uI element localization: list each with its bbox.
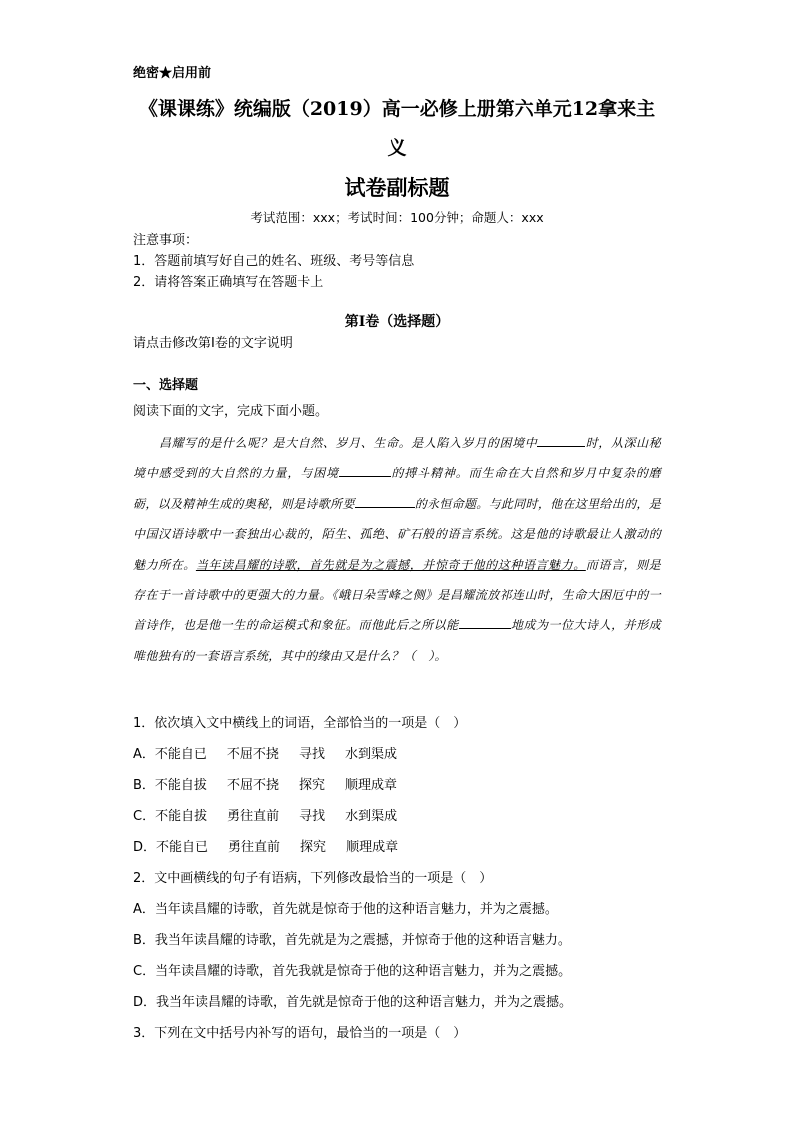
exam-title-line1: 《课课练》统编版（2019）高一必修上册第六单元12拿来主	[138, 98, 656, 120]
option-word: 探究	[298, 778, 325, 793]
question-stem: 3．下列在文中括号内补写的语句，最恰当的一项是（ ）	[133, 1026, 467, 1041]
option-word: 探究	[300, 840, 327, 855]
option-text: 我当年读昌耀的诗歌，首先就是为之震撼，并惊奇于他的这种语言魅力。	[154, 933, 571, 948]
option-row[interactable]	[133, 832, 661, 863]
option-word: 不能自拔	[155, 809, 208, 824]
option-row[interactable]	[133, 925, 661, 956]
fill-blank-2	[339, 464, 391, 477]
option-word: 不屈不挠	[226, 778, 279, 793]
option-label: C．	[133, 809, 156, 824]
option-row[interactable]	[133, 770, 661, 801]
option-word: 顺理成章	[346, 840, 399, 855]
exam-title	[133, 90, 661, 168]
option-label: B．	[133, 778, 155, 793]
volume-title: 第I卷（选择题）	[344, 314, 450, 330]
fill-blank-1	[537, 434, 585, 447]
option-label: A．	[133, 747, 155, 762]
question-stem: 1．依次填入文中横线上的词语，全部恰当的一项是（ ）	[133, 716, 467, 731]
option-word: 寻找	[298, 747, 325, 762]
passage-text: 的搏斗精神。而生命在大自然和岁月中复杂的磨砺，以及精神生成的奥秘，则是诗歌所要	[133, 466, 661, 511]
option-word: 顺理成章	[344, 778, 397, 793]
option-label: B．	[133, 933, 155, 948]
option-word: 水到渠成	[344, 747, 397, 762]
option-row[interactable]	[133, 987, 661, 1018]
fill-blank-3	[355, 495, 415, 508]
underlined-sentence: 当年读昌耀的诗歌，首先就是为之震撼，并惊奇于他的这种语言魅力。	[195, 557, 586, 572]
reading-passage	[133, 428, 661, 671]
notes-item: 2．请将答案正确填写在答题卡上	[133, 275, 324, 290]
section-title: 一、选择题	[133, 378, 199, 393]
passage-text: 时，从深山秘境中感受到的大自然的力量，与困境	[133, 436, 661, 481]
passage-text: 的永恒命题。与此同时，他在这里给出的，是中国汉语诗歌中一套独出心裁的，陌生、孤绝、矿石般的语言系统。这是他的诗歌最让人激动的魅力所在。	[133, 496, 661, 572]
option-word: 不能自拔	[154, 778, 207, 793]
option-word: 勇往直前	[227, 809, 280, 824]
exam-title-line2: 义	[387, 137, 407, 159]
option-row[interactable]	[133, 894, 661, 925]
fill-blank-4	[459, 616, 511, 629]
option-word: 不屈不挠	[226, 747, 279, 762]
option-word: 寻找	[299, 809, 326, 824]
option-label: A．	[133, 902, 155, 917]
option-text: 当年读昌耀的诗歌，首先我就是惊奇于他的这种语言魅力，并为之震撼。	[155, 964, 572, 979]
volume-description[interactable]: 请点击修改第I卷的文字说明	[133, 336, 293, 351]
question-stem: 2．文中画横线的句子有语病，下列修改最恰当的一项是（ ）	[133, 871, 493, 886]
exam-subtitle: 试卷副标题	[344, 175, 450, 200]
option-row[interactable]	[133, 956, 661, 987]
passage-text: 而语言，则是存在于一首诗歌中的更强大的力量。《峨日朵雪峰之侧》是昌耀流放祁连山时，生命大困厄中的一首诗作，也是他一生的命运模式和象征。而他此后之所以能	[133, 557, 661, 633]
option-row[interactable]	[133, 739, 661, 770]
option-label: C．	[133, 964, 156, 979]
section-instruction: 阅读下面的文字，完成下面小题。	[133, 404, 329, 419]
notes-item: 1．答题前填写好自己的姓名、班级、考号等信息	[133, 254, 415, 269]
option-word: 勇往直前	[228, 840, 281, 855]
passage-text: 地成为一位大诗人，并形成唯他独有的一套语言系统，其中的缘由又是什么？（ ）。	[133, 618, 661, 663]
exam-info: 考试范围：xxx；考试时间：100分钟；命题人：xxx	[250, 210, 544, 225]
passage-text: 昌耀写的是什么呢？是大自然、岁月、生命。是人陷入岁月的困境中	[159, 436, 538, 450]
question-list	[133, 708, 661, 1049]
option-label: D．	[133, 840, 157, 855]
option-word: 不能自已	[154, 747, 207, 762]
secret-mark: 绝密★启用前	[133, 66, 212, 81]
option-word: 不能自已	[156, 840, 209, 855]
option-text: 当年读昌耀的诗歌，首先就是惊奇于他的这种语言魅力，并为之震撼。	[154, 902, 558, 917]
option-label: D．	[133, 995, 157, 1010]
option-row[interactable]	[133, 801, 661, 832]
notes-heading: 注意事项：	[133, 233, 199, 248]
option-text: 我当年读昌耀的诗歌，首先就是惊奇于他的这种语言魅力，并为之震撼。	[156, 995, 573, 1010]
notes-block	[133, 230, 414, 293]
option-word: 水到渠成	[345, 809, 398, 824]
